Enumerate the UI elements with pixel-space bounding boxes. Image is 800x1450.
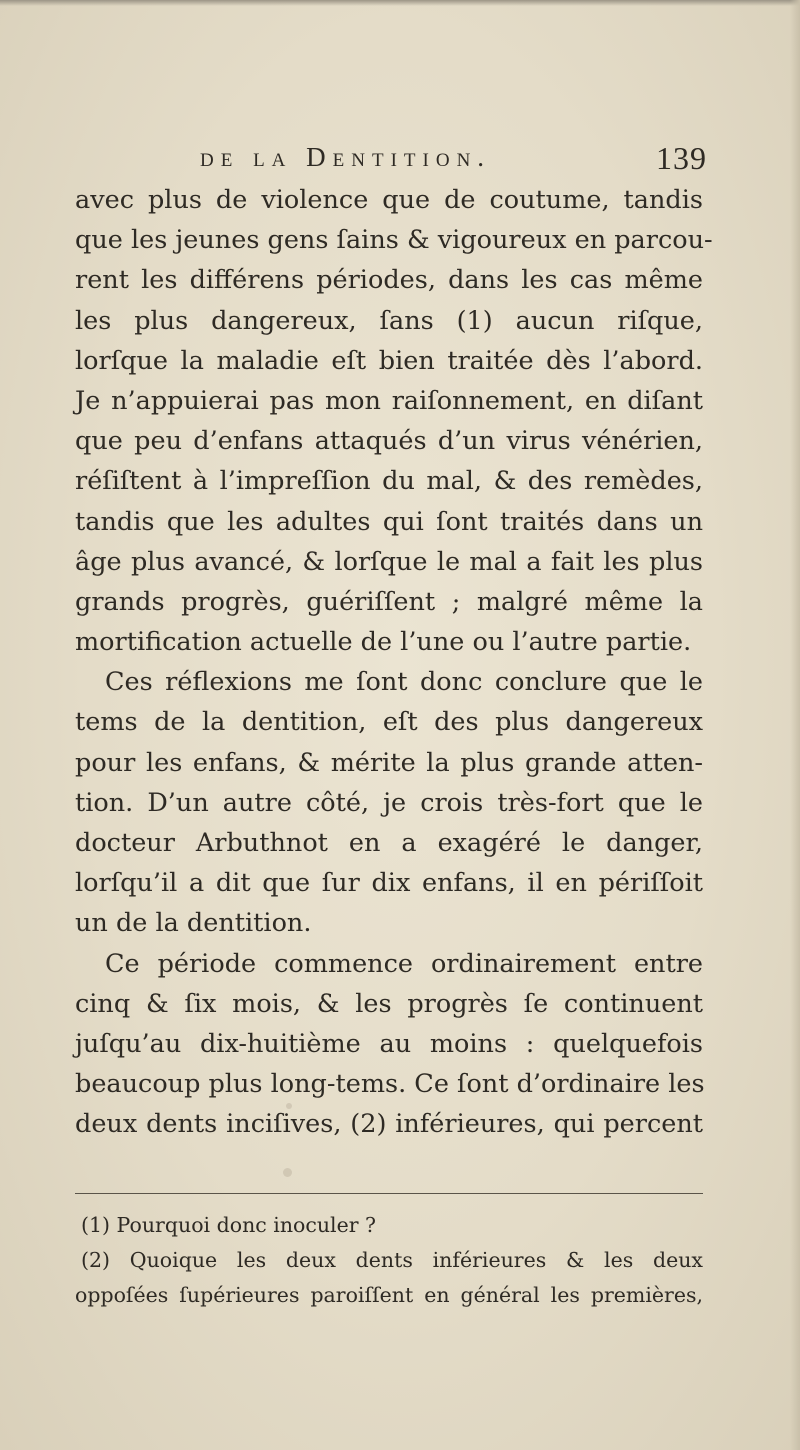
text-line: que les jeunes gens ſains & vigoureux en parcou-	[75, 225, 713, 256]
text-line: un de la dentition.	[75, 908, 312, 939]
page-right-edge	[790, 0, 800, 1450]
text-line: lorſque la maladie eſt bien traitée dès l’abord.	[75, 345, 703, 376]
text-line: que peu d’enfans attaqués d’un virus vénérien,	[75, 426, 703, 457]
text-line: lorſqu’il a dit que ſur dix enfans, il en périſſoit	[75, 868, 703, 899]
text-line: Je n’appuierai pas mon raiſonnement, en diſant	[75, 385, 703, 416]
text-line: docteur Arbuthnot en a exagéré le danger,	[75, 828, 703, 858]
text-line: rent les différens périodes, dans les cas même	[75, 265, 703, 296]
text-line: avec plus de violence que de coutume, tandis	[75, 185, 703, 215]
running-head: de la Dentition.	[200, 142, 492, 172]
footnote-line: (1) Pourquoi donc inoculer ?	[81, 1213, 377, 1237]
page-top-edge	[0, 0, 800, 6]
page-header	[75, 134, 715, 180]
text-line: les plus dangereux, ſans (1) aucun riſque,	[75, 305, 703, 336]
text-line: âge plus avancé, & lorſque le mal a fait les plus	[75, 546, 703, 577]
text-line: juſqu’au dix-huitième au moins : quelquefois	[75, 1028, 703, 1059]
text-line: beaucoup plus long-tems. Ce ſont d’ordinaire les	[75, 1069, 705, 1100]
text-line: tion. D’un autre côté, je crois très-fort que le	[75, 787, 703, 818]
ink-blot	[283, 1168, 292, 1177]
ink-blot	[286, 1103, 292, 1109]
footnote-line: oppoſées ſupérieures paroiſſent en général les premières,	[75, 1283, 703, 1307]
text-line: deux dents inciſives, (2) inférieures, qui percent	[75, 1109, 703, 1140]
footnote-line: (2) Quoique les deux dents inférieures & les deux	[81, 1248, 703, 1272]
footnotes	[75, 1208, 703, 1313]
text-line: tems de la dentition, eſt des plus dangereux	[75, 707, 703, 738]
body-text	[75, 180, 713, 1145]
text-line: pour les enfans, & mérite la plus grande atten-	[75, 747, 703, 778]
paragraph-first-line: Ces réflexions me ſont donc conclure que le	[105, 667, 703, 698]
page-number: 139	[656, 140, 707, 176]
text-line: tandis que les adultes qui ſont traités dans un	[75, 506, 703, 537]
paragraph-first-line: Ce période commence ordinairement entre	[105, 948, 703, 979]
text-line: cinq & ſix mois, & les progrès ſe continuent	[75, 988, 703, 1019]
footnote-separator	[75, 1193, 703, 1194]
text-line: réſiſtent à l’impreſſion du mal, & des remèdes,	[75, 466, 703, 497]
text-line: mortification actuelle de l’une ou l’autre partie.	[75, 627, 692, 658]
text-line: grands progrès, guériſſent ; malgré même la	[75, 586, 703, 617]
